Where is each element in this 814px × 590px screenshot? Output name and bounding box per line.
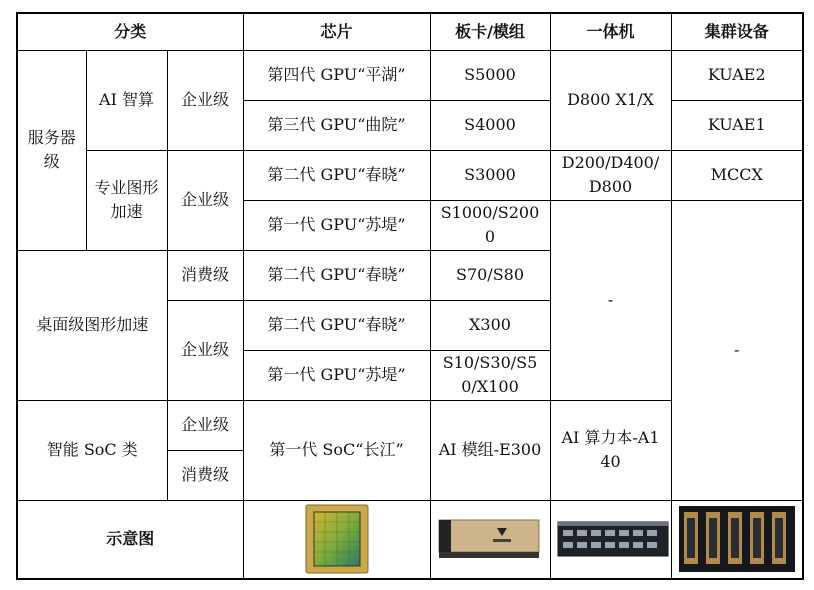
group-server: 服务器级 <box>17 50 86 250</box>
cluster-mccx: MCCX <box>671 150 803 200</box>
cluster-none: - <box>671 200 803 500</box>
level-desktop-enterprise: 企业级 <box>167 300 243 400</box>
chip-cell: 第三代 GPU“曲院” <box>243 100 430 150</box>
soc-board: AI 模组-E300 <box>430 400 550 500</box>
gpu-chip-image <box>305 504 369 574</box>
cluster-kuae1: KUAE1 <box>671 100 803 150</box>
illustration-label: 示意图 <box>17 500 243 579</box>
cluster-cabinet-image <box>678 504 796 574</box>
chip-cell: 第二代 GPU“春晓” <box>243 150 430 200</box>
chip-cell: 第一代 GPU“苏堤” <box>243 350 430 400</box>
header-board: 板卡/模组 <box>430 13 550 50</box>
all-in-one-ai: D800 X1/X <box>550 50 671 150</box>
soc-chip: 第一代 SoC“长江” <box>243 400 430 500</box>
chip-cell: 第一代 GPU“苏堤” <box>243 200 430 250</box>
chip-cell: 第二代 GPU“春晓” <box>243 300 430 350</box>
product-matrix-table <box>16 12 804 580</box>
chip-image-cell <box>243 500 430 579</box>
header-cluster: 集群设备 <box>671 13 803 50</box>
board-cell: S3000 <box>430 150 550 200</box>
all-in-one-soc: AI 算力本-A140 <box>550 400 671 500</box>
chip-cell: 第四代 GPU“平湖” <box>243 50 430 100</box>
group-desktop: 桌面级图形加速 <box>17 250 167 400</box>
header-chip: 芯片 <box>243 13 430 50</box>
board-cell: X300 <box>430 300 550 350</box>
chip-cell: 第二代 GPU“春晓” <box>243 250 430 300</box>
server-rack-image <box>557 520 669 558</box>
level-soc-enterprise: 企业级 <box>167 400 243 450</box>
board-cell: S4000 <box>430 100 550 150</box>
cluster-kuae2: KUAE2 <box>671 50 803 100</box>
group-soc: 智能 SoC 类 <box>17 400 167 500</box>
board-cell: S10/S30/S50/X100 <box>430 350 550 400</box>
board-cell: S70/S80 <box>430 250 550 300</box>
level-pro-enterprise: 企业级 <box>167 150 243 250</box>
accelerator-card-image <box>437 516 545 562</box>
header-all-in-one: 一体机 <box>550 13 671 50</box>
cluster-image-cell <box>671 500 803 579</box>
all-in-one-image-cell <box>550 500 671 579</box>
level-soc-consumer: 消费级 <box>167 450 243 500</box>
board-cell: S1000/S2000 <box>430 200 550 250</box>
level-desktop-consumer: 消费级 <box>167 250 243 300</box>
board-image-cell <box>430 500 550 579</box>
group-pro-graphics: 专业图形加速 <box>86 150 167 250</box>
group-ai-compute: AI 智算 <box>86 50 167 150</box>
all-in-one-pro: D200/D400/D800 <box>550 150 671 200</box>
all-in-one-none: - <box>550 200 671 400</box>
level-ai-enterprise: 企业级 <box>167 50 243 150</box>
board-cell: S5000 <box>430 50 550 100</box>
header-category: 分类 <box>17 13 243 50</box>
